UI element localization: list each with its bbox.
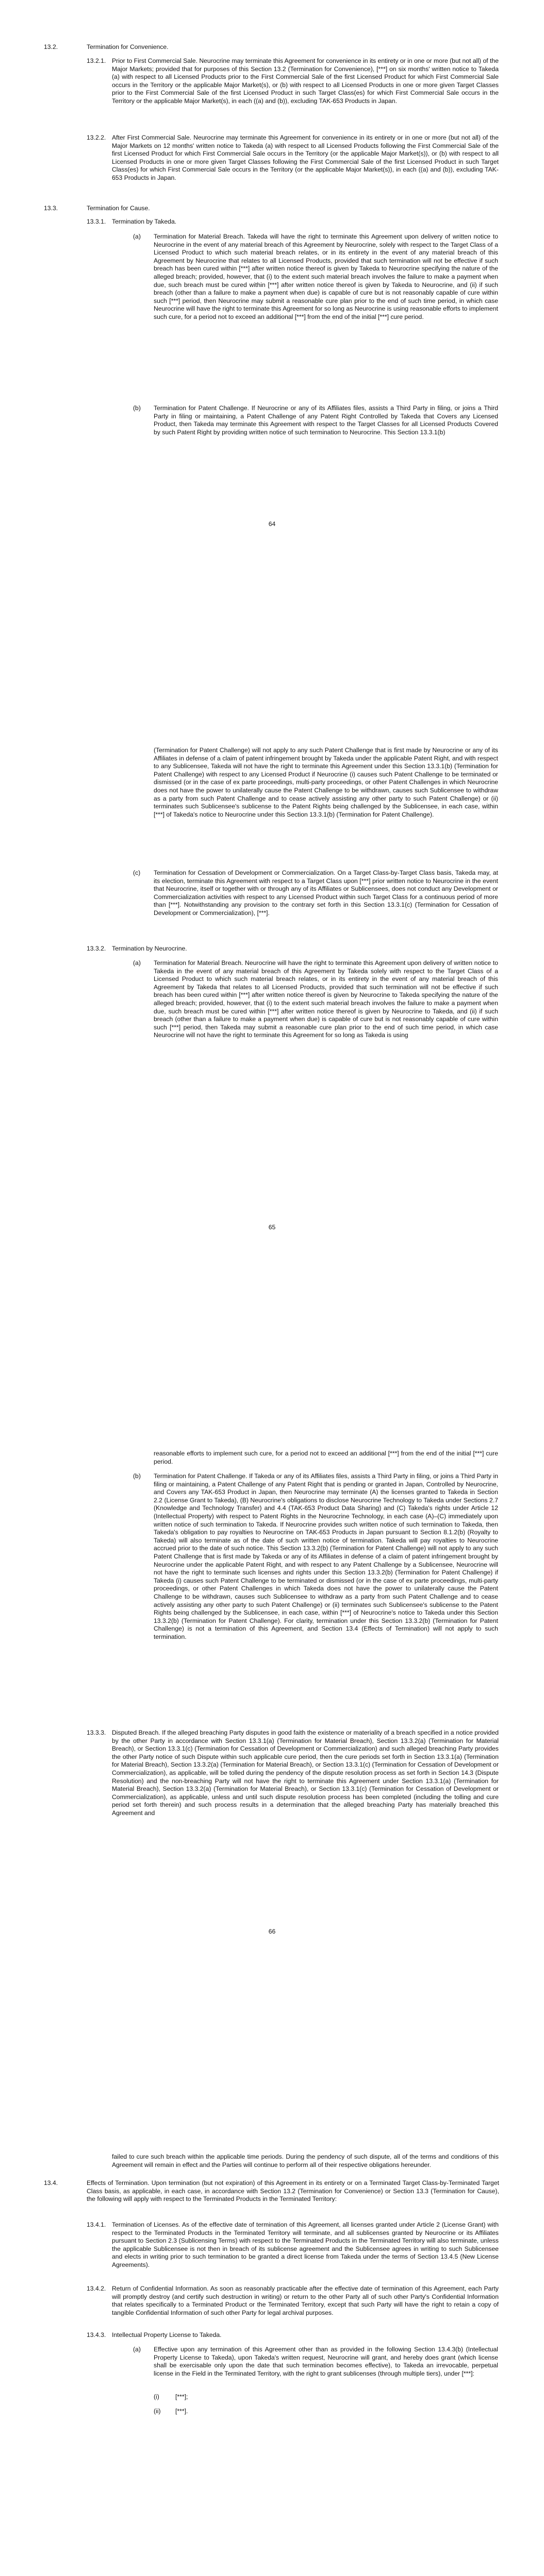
paragraph: failed to cure such breach within the applicable time periods. During the pendency of such dispute, all of the terms and conditions of this Agreement will remain in effect and the Parties will continue to perform all of their respective obligations hereunder.: [112, 2153, 499, 2168]
section-heading: Termination for Convenience.: [87, 43, 169, 50]
section-heading: Intellectual Property License to Takeda.: [112, 2331, 222, 2338]
paragraph: Termination for Cessation of Development or Commercialization. On a Target Class-by-Target Class basis, Takeda may, at its election, terminate this Agreement with respect to a Target Class upon [***] prior written notice to Neurocrine in the event that Neurocrine, itself or together with or through any of its Affiliates or Sublicensees, does not conduct any Development or Commercialization activities with respect to any Licensed Product within such Target Class for a continuous period of more than [***]. Notwithstanding any provision to the contrary set forth in this Section 13.3.1(c) (Termination for Cessation of Development or Commercialization), [***].: [154, 869, 498, 917]
page-number: 66: [268, 1928, 276, 1935]
section-number: 13.3.2.: [87, 945, 106, 952]
section-number: 13.4.2.: [87, 2285, 106, 2292]
item-label: (a): [133, 233, 141, 240]
item-label: (b): [133, 1472, 141, 1480]
page-number: 64: [268, 520, 276, 528]
item-label: (a): [133, 2346, 141, 2353]
section-number: 13.3.: [44, 205, 58, 212]
section-number: 13.2.2.: [87, 134, 106, 141]
section-heading: Termination by Neurocrine.: [112, 945, 187, 952]
paragraph: Termination of Licenses. As of the effective date of termination of this Agreement, all licenses granted under Article 2 (License Grant) with respect to the Terminated Products in the Terminated Territory will terminate, and all sublicenses granted by Neurocrine or its Affiliates pursuant to Section 2.3 (Sublicensing Terms) with respect to the Terminated Products in the Terminated Territory will also terminate, unless the applicable Sublicensee is not then in breach of its sublicense agreement and the Sublicensee agrees in writing to such Sublicensee and elects in writing prior to such termination to be granted a direct license from Takeda under the terms of Section 13.4.5 (New License Agreements).: [112, 2221, 499, 2268]
paragraph: reasonable efforts to implement such cure, for a period not to exceed an additional [***] from the end of the initial [***] cure period.: [154, 1450, 498, 1465]
item-label: (b): [133, 404, 141, 412]
section-number: 13.3.3.: [87, 1729, 106, 1736]
section-number: 13.4.: [44, 2179, 58, 2187]
paragraph: (Termination for Patent Challenge) will not apply to any such Patent Challenge that is first made by Neurocrine or any of its Affiliates in defense of a claim of patent infringement brought by Takeda under the applicable Patent Right, and with respect to any Sublicensee, Takeda will not have the right to terminate this Agreement under this Section 13.3.1(b) (Termination for Patent Challenge) with respect to any Licensed Product if Neurocrine (i) causes such Patent Challenge to be terminated or dismissed (or in the case of ex parte proceedings, multi-party proceedings, or other Patent Challenges in which Neurocrine does not have the power to unilaterally cause the Patent Challenge to be withdrawn, causes such Sublicensee to withdraw as a party from such Patent Challenge and to cease actively assisting any other party to such Patent Challenge) or (ii) terminates such Sublicensee's sublicense to the Patent Rights being challenged by the Sublicensee, in each case, within [***] of Takeda's notice to Neurocrine under this Section 13.3.1(b) (Termination for Patent Challenge).: [154, 747, 498, 818]
item-label: (c): [133, 869, 141, 876]
paragraph: Return of Confidential Information. As soon as reasonably practicable after the effective date of termination of this Agreement, each Party will promptly destroy (and certify such destruction in writing) or return to the other Party all of such other Party's Confidential Information that relates specifically to a Terminated Product or the Terminated Territory, except that such Party will have the right to retain a copy of tangible Confidential Information of such other Party for legal archival purposes.: [112, 2285, 499, 2316]
section-number: 13.4.3.: [87, 2331, 106, 2338]
item-label: (ii): [154, 2408, 161, 2415]
document-page-65: [0, 703, 544, 1406]
paragraph: Termination for Material Breach. Neurocrine will have the right to terminate this Agreement upon delivery of written notice to Takeda in the event of any material breach of this Agreement by Takeda solely with respect to the Target Class of a Licensed Product to which such material breach relates, or in its entirety in the event of any material breach of this Agreement by Takeda that relates to all Licensed Products, provided that such termination will not be effective if such breach has been cured within [***] after written notice thereof is given by Neurocrine to Takeda specifying the nature of the alleged breach; provided, however, that (i) to the extent such material breach involves the failure to make a payment when due, such breach must be cured within [***] after written notice thereof is given by Neurocrine to Takeda, and (ii) if such breach (other than a failure to make a payment when due) is capable of cure but is not reasonably capable of cure within such [***] period, then Takeda may submit a reasonable cure plan prior to the end of such time period, in which case Neurocrine will not have the right to terminate this Agreement for so long as Takeda is using: [154, 959, 498, 1039]
document-page-67: [0, 2110, 544, 2576]
paragraph: Disputed Breach. If the alleged breaching Party disputes in good faith the existence or materiality of a breach specified in a notice provided by the other Party in accordance with Section 13.3.1(a) (Termination for Material Breach), Section 13.3.2(a) (Termination for Material Breach), or Section 13.3.1(c) (Termination for Cessation of Development or Commercialization) and such alleged breaching Party provides the other Party notice of such Dispute within such applicable cure period, then the cure periods set forth in Section 13.3.1(a) (Termination for Material Breach), Section 13.3.2(a) (Termination for Material Breach), or Section 13.3.1(c) (Termination for Cessation of Development or Commercialization), as applicable, will be tolled during the pendency of the dispute resolution process as set forth in Section 14.3 (Dispute Resolution) and the non-breaching Party will not have the right to terminate this Agreement under Section 13.3.1(a) (Termination for Material Breach), Section 13.3.2(a) (Termination for Material Breach), or Section 13.3.1(c) (Termination for Cessation of Development or Commercialization), as applicable, unless and until such dispute resolution process has been completed (including the tolling and cure period set forth therein) and such process results in a determination that the alleged breaching Party has materially breached this Agreement and: [112, 1729, 499, 1817]
paragraph: Effects of Termination. Upon termination (but not expiration) of this Agreement in its entirety or on a Terminated Target Class-by-Terminated Target Class basis, as applicable, in each case, in accordance with Section 13.2 (Termination for Convenience) or Section 13.3 (Termination for Cause), the following will apply with respect to the Terminated Products in the Terminated Territory:: [87, 2179, 499, 2203]
paragraph: Termination for Patent Challenge. If Takeda or any of its Affiliates files, assists a Third Party in filing, or joins a Third Party in filing or maintaining, a Patent Challenge of any Patent Right that is pending or granted in Japan, Controlled by Neurocrine, and Covers any TAK-653 Product in Japan, then Neurocrine may terminate (A) the licenses granted to Takeda in Section 2.2 (License Grant to Takeda), (B) Neurocrine's obligations to disclose Neurocrine Technology to Takeda under Sections 2.7 (Knowledge and Technology Transfer) and 4.4 (TAK-653 Product Data Sharing) and (C) Takeda's rights under Article 12 (Intellectual Property) with respect to Patent Rights in the Neurocrine Technology, in each case (A)–(C) immediately upon written notice of such termination to Takeda. If Neurocrine provides such written notice of such termination to Takeda, then Takeda's obligation to pay royalties to Neurocrine on TAK-653 Products in Japan pursuant to Section 8.1.2(b) (Royalty to Takeda) will also terminate as of the date of such written notice of termination. Takeda will pay royalties to Neurocrine accrued prior to the date of such notice. This Section 13.3.2(b) (Termination for Patent Challenge) will not apply to any such Patent Challenge that is first made by Takeda or any of its Affiliates in defense of a claim of patent infringement brought by Neurocrine under the applicable Patent Right, and with respect to any Patent Challenge by a Sublicensee, Neurocrine will not have the right to terminate such licenses and rights under this Section 13.3.2(b) (Termination for Patent Challenge) if Takeda (i) causes such Patent Challenge to be terminated or dismissed (or in the case of ex parte proceedings, multi-party proceedings, or other Patent Challenges in which Takeda does not have the power to unilaterally cause the Patent Challenge to be withdrawn, causes such Sublicensee to withdraw as a party from such Patent Challenge and to cease actively assisting any other party to such Patent Challenge) or (ii) terminates such Sublicensee's sublicense to the Patent Rights being challenged by the Sublicensee, in each case, within [***] of Neurocrine's notice to Takeda under this Section 13.3.2(b) (Termination for Patent Challenge). For clarity, termination under this Section 13.3.2(b) (Termination for Patent Challenge) is not a termination of this Agreement, and Section 13.4 (Effects of Termination) will not apply to such termination.: [154, 1472, 498, 1640]
section-number: 13.2.: [44, 43, 58, 50]
section-number: 13.3.1.: [87, 218, 106, 225]
section-heading: Termination by Takeda.: [112, 218, 177, 225]
paragraph: Effective upon any termination of this Agreement other than as provided in the following Section 13.4.3(b) (Intellectual Property License to Takeda), upon Takeda's written request, Neurocrine will grant, and hereby does grant (which license shall be exercisable only upon the date that such termination becomes effective), to Takeda an irrevocable, perpetual license in the Field in the Terminated Territory, with the right to grant sublicenses (through multiple tiers), under [***]:: [154, 2346, 498, 2377]
section-number: 13.2.1.: [87, 57, 106, 64]
list-item: [***];: [175, 2393, 188, 2400]
paragraph: After First Commercial Sale. Neurocrine may terminate this Agreement for convenience in its entirety or in one or more (but not all) of the Major Markets on 12 months' written notice to Takeda (a) with respect to all Licensed Products following the First Commercial Sale of the first Licensed Product for which First Commercial Sale occurs in the Territory (or the applicable Major Market(s)), or (b) with respect to all Licensed Products in one or more given Target Classes following the First Commercial Sale of the first Licensed Product in such Target Class(es) for which First Commercial Sale occurs in the Territory (or the applicable Major Market(s)), in each ((a) and (b)), excluding TAK-653 Products in Japan.: [112, 134, 499, 181]
list-item: [***].: [175, 2408, 188, 2415]
paragraph: Termination for Patent Challenge. If Neurocrine or any of its Affiliates files, assists a Third Party in filing, or joins a Third Party in filing or maintaining, a Patent Challenge of any Patent Right Controlled by Takeda that Covers any Licensed Product, then Takeda may terminate this Agreement with respect to the Target Classes for all Licensed Products Covered by such Patent Right by providing written notice of such termination to Neurocrine. This Section 13.3.1(b): [154, 404, 498, 436]
item-label: (a): [133, 959, 141, 967]
paragraph: Termination for Material Breach. Takeda will have the right to terminate this Agreement upon delivery of written notice to Neurocrine in the event of any material breach of this Agreement by Neurocrine, solely with respect to the Target Class of a Licensed Product to which such material breach relates, or in its entirety in the event of any material breach of this Agreement by Neurocrine that relates to all Licensed Products, provided that such termination will not be effective if such breach has been cured within [***] after written notice thereof is given by Takeda to Neurocrine specifying the nature of the alleged breach; provided, however, that (i) to the extent such material breach involves the failure to make a payment when due, such breach must be cured within [***] after written notice thereof is given by Takeda to Neurocrine, and (ii) if such breach (other than a failure to make a payment when due) is capable of cure but is not reasonably capable of cure within such [***] period, then Neurocrine may submit a reasonable cure plan prior to the end of such time period, in which case Neurocrine will have the right to terminate this Agreement for so long as Neurocrine is using reasonable efforts to implement such cure, for a period not to exceed an additional [***] from the end of the initial [***] cure period.: [154, 233, 498, 320]
paragraph: Prior to First Commercial Sale. Neurocrine may terminate this Agreement for convenience in its entirety or in one or more (but not all) of the Major Markets; provided that for purposes of this Section 13.2 (Termination for Convenience), [***] on six months' written notice to Takeda (a) with respect to all Licensed Products prior to the First Commercial Sale of the first Licensed Product for which First Commercial Sale occurs in the Territory or the applicable Major Market(s), or (b) with respect to all Licensed Products in one or more given Target Classes prior to the First Commercial Sale of the first Licensed Product in such Target Class(es) for which First Commercial Sale occurs in the Territory or the applicable Major Market(s), in each ((a) and (b)), excluding TAK-653 Products in Japan.: [112, 57, 499, 105]
document-page-64: [0, 0, 544, 703]
page-number: 65: [268, 1224, 276, 1231]
document-page-66: [0, 1406, 544, 2110]
section-number: 13.4.1.: [87, 2221, 106, 2228]
item-label: (i): [154, 2393, 159, 2400]
section-heading: Termination for Cause.: [87, 205, 150, 212]
